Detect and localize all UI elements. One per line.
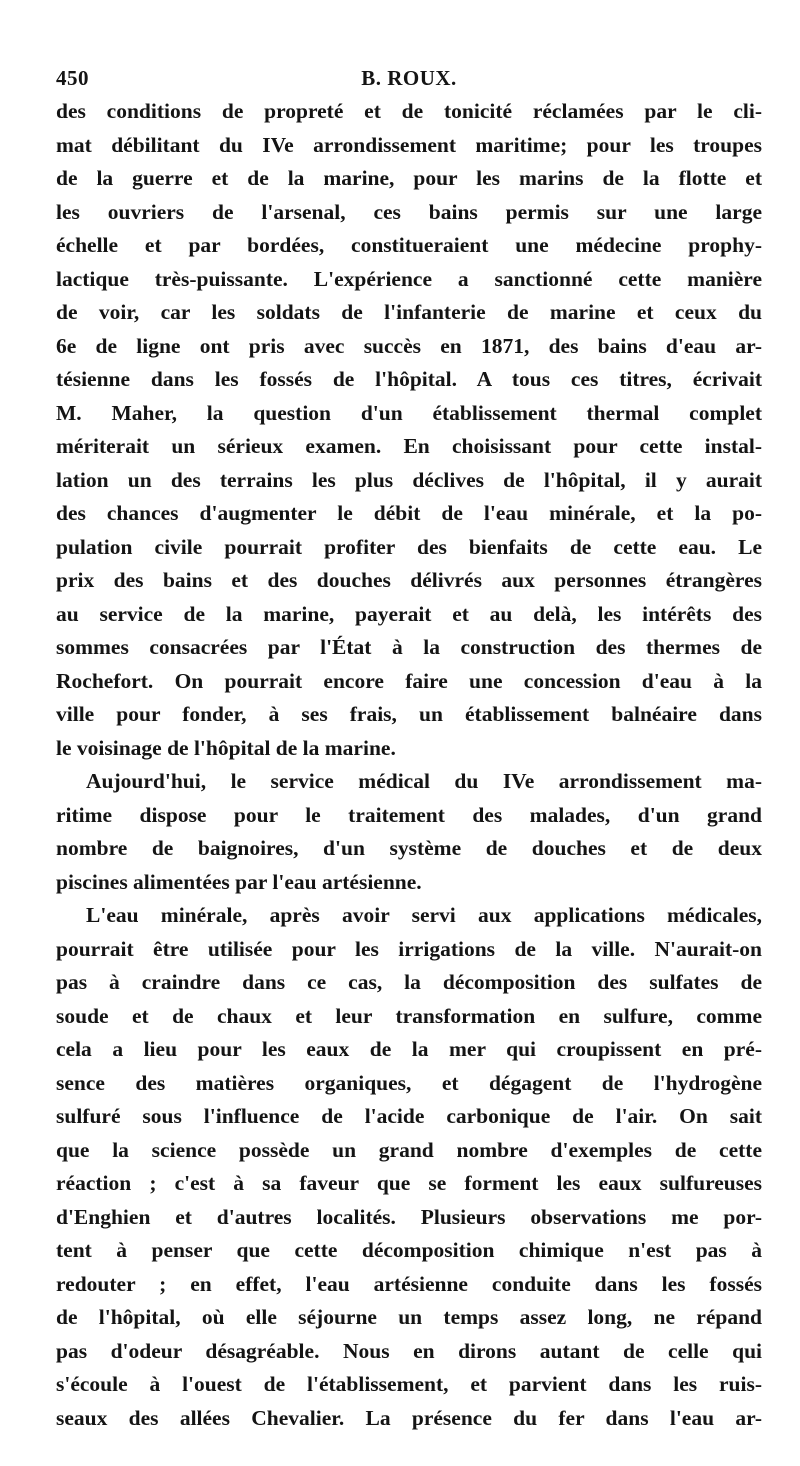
text-line: L'eau minérale, après avoir servi aux applications médicales, — [86, 903, 762, 927]
text-line: sulfuré sous l'influence de l'acide carbonique de l'air. On sait — [56, 1104, 762, 1128]
text-line: pourrait être utilisée pour les irrigations de la ville. N'aurait-on — [56, 936, 762, 961]
text-line: ville pour fonder, à ses frais, un établissement balnéaire dans — [56, 702, 762, 726]
text-line: de la guerre et de la marine, pour les marins de la flotte et — [56, 166, 762, 190]
text-line: lation un des terrains les plus déclives de l'hôpital, il y aurait — [56, 467, 762, 492]
text-line: mériterait un sérieux examen. En choisissant pour cette instal- — [56, 434, 762, 458]
running-title: B. ROUX. — [361, 66, 457, 90]
text-line: M. Maher, la question d'un établissement thermal complet — [56, 400, 762, 425]
text-line: d'Enghien et d'autres localités. Plusieurs observations me por- — [56, 1204, 762, 1229]
text-line: les ouvriers de l'arsenal, ces bains permis sur une large — [56, 199, 762, 224]
text-line: mat débilitant du IVe arrondissement maritime; pour les troupes — [56, 132, 762, 157]
text-line: pas d'odeur désagréable. Nous en dirons autant de celle qui — [56, 1338, 762, 1363]
text-line: Rochefort. On pourrait encore faire une concession d'eau à la — [56, 668, 762, 693]
text-line: piscines alimentées par l'eau artésienne. — [56, 869, 422, 894]
text-line: échelle et par bordées, constitueraient une médecine prophy- — [56, 233, 762, 257]
text-line: pas à craindre dans ce cas, la décomposition des sulfates de — [56, 970, 762, 994]
text-line: s'écoule à l'ouest de l'établissement, et parvient dans les ruis- — [56, 1372, 762, 1396]
text-line: sence des matières organiques, et dégagent de l'hydrogène — [56, 1070, 762, 1095]
text-line: soude et de chaux et leur transformation en sulfure, comme — [56, 1003, 762, 1028]
text-line: cela a lieu pour les eaux de la mer qui croupissent en pré- — [56, 1037, 762, 1061]
text-line: Aujourd'hui, le service médical du IVe arrondissement ma- — [86, 769, 762, 793]
text-line: tésienne dans les fossés de l'hôpital. A tous ces titres, écrivait — [56, 367, 762, 391]
text-line: des chances d'augmenter le débit de l'eau minérale, et la po- — [56, 501, 762, 525]
text-line: tent à penser que cette décomposition chimique n'est pas à — [56, 1238, 762, 1262]
text-line: de voir, car les soldats de l'infanterie de marine et ceux du — [56, 300, 762, 324]
text-line: de l'hôpital, où elle séjourne un temps assez long, ne répand — [56, 1305, 762, 1329]
body-text — [56, 95, 762, 1435]
text-line: le voisinage de l'hôpital de la marine. — [56, 735, 396, 760]
text-line: seaux des allées Chevalier. La présence du fer dans l'eau ar- — [56, 1405, 762, 1430]
text-line: des conditions de propreté et de tonicité réclamées par le cli- — [56, 99, 762, 123]
text-line: pulation civile pourrait profiter des bienfaits de cette eau. Le — [56, 534, 762, 559]
text-line: 6e de ligne ont pris avec succès en 1871, des bains d'eau ar- — [56, 333, 762, 358]
text-line: réaction ; c'est à sa faveur que se forment les eaux sulfureuses — [56, 1171, 762, 1195]
text-line: au service de la marine, payerait et au delà, les intérêts des — [56, 601, 762, 626]
text-line: prix des bains et des douches délivrés aux personnes étrangères — [56, 568, 762, 592]
text-line: redouter ; en effet, l'eau artésienne conduite dans les fossés — [56, 1271, 762, 1296]
text-line: sommes consacrées par l'État à la construction des thermes de — [56, 635, 762, 659]
text-line: que la science possède un grand nombre d'exemples de cette — [56, 1137, 762, 1162]
text-line: lactique très-puissante. L'expérience a sanctionné cette manière — [56, 266, 762, 291]
page-number: 450 — [56, 66, 89, 90]
text-line: nombre de baignoires, d'un système de douches et de deux — [56, 836, 762, 860]
text-line: ritime dispose pour le traitement des malades, d'un grand — [56, 802, 762, 827]
running-head — [56, 66, 762, 96]
